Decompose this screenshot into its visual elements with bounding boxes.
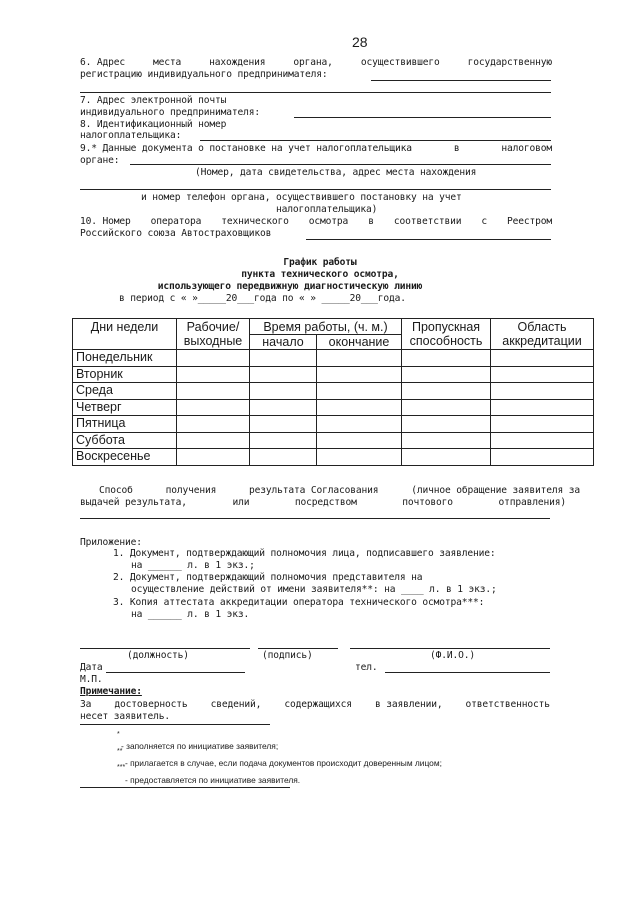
word: соответствии [393,216,462,227]
field-9-input-line[interactable] [130,164,551,165]
word: оператора [150,216,202,227]
table-cell[interactable] [177,449,250,466]
note-line2: несет заявитель. [80,711,171,722]
word: органа, [293,57,333,68]
day-cell: Среда [73,383,177,400]
field-7-input-line[interactable] [294,117,551,118]
header-start: начало [250,335,317,350]
day-cell: Воскресенье [73,449,177,466]
table-cell[interactable] [317,350,402,367]
field-8-line2: налогоплательщика: [80,130,182,141]
footnote-1: - заполняется по инициативе заявителя; [121,741,279,751]
field-7-line2: индивидуального предпринимателя: [80,107,261,118]
footnote-separator [80,787,290,788]
word: государственную [467,57,552,68]
table-cell[interactable] [177,350,250,367]
appendix-title: Приложение: [80,537,142,548]
footnote-2: - прилагается в случае, если подача документов происходит доверенным лицом; [125,758,442,768]
header-workdays: Рабочие/ выходные [177,319,250,350]
table-cell[interactable] [491,416,594,433]
word: Реестром [506,216,552,227]
header-capacity: Пропускная способность [402,319,491,350]
method-line1 [99,485,580,496]
word: налоговом [501,143,552,154]
appendix-item-3: 3. Копия аттестата аккредитации оператора технического осмотра***: [113,597,485,608]
note-line1 [80,699,550,710]
table-cell[interactable] [177,383,250,400]
table-header-row [73,319,594,335]
stamp-label: М.П. [80,674,103,685]
field-6-input-line[interactable] [371,80,551,81]
date-input-line[interactable] [106,672,245,673]
day-cell: Суббота [73,432,177,449]
word: осмотра [308,216,349,227]
table-cell[interactable] [402,350,491,367]
table-cell[interactable] [402,449,491,466]
word: осуществившего [360,57,440,68]
table-cell[interactable] [250,366,317,383]
field-9-input-line-2[interactable] [80,189,551,190]
fio-caption: (Ф.И.О.) [430,650,476,661]
tel-input-line[interactable] [385,672,550,673]
field-10-line2: Российского союза Автостраховщиков [80,228,272,239]
word: в [368,216,374,227]
word: 6. Адрес [80,57,126,68]
table-cell[interactable] [491,449,594,466]
word: Способ [99,485,133,496]
table-cell[interactable] [402,399,491,416]
word: выдачей результата, [80,497,187,508]
table-row [73,366,594,383]
note-title: Примечание: [80,686,142,697]
table-cell[interactable] [402,366,491,383]
header-worktime: Время работы, (ч. м.) [250,319,402,335]
table-cell[interactable] [177,366,250,383]
table-cell[interactable] [177,399,250,416]
word: места [153,57,182,68]
table-cell[interactable] [402,416,491,433]
table-cell[interactable] [250,416,317,433]
word: отправления) [498,497,566,508]
field-8-input-line[interactable] [200,140,551,141]
day-cell: Понедельник [73,350,177,367]
page-number: 28 [352,34,368,50]
word: (личное обращение заявителя за [411,485,580,496]
field-9-hint3: налогоплательщика) [276,204,378,215]
footnote-marker-1: * [117,731,120,738]
field-10-line1 [80,216,552,227]
table-row [73,416,594,433]
signature-caption: (подпись) [262,650,313,661]
footnote-marker-2: ** [117,748,123,755]
field-6-input-line-2[interactable] [80,92,551,93]
table-cell[interactable] [317,399,402,416]
word: нахождения [209,57,266,68]
table-row [73,449,594,466]
table-cell[interactable] [177,432,250,449]
table-cell[interactable] [250,449,317,466]
footnote-3: - предоставляется по инициативе заявителя. [125,775,301,785]
table-cell[interactable] [177,416,250,433]
schedule-subtitle-1: пункта технического осмотра, [241,269,399,280]
table-row [73,432,594,449]
word: в [453,143,460,154]
word: сведений, [210,699,262,710]
table-cell[interactable] [317,432,402,449]
schedule-period: в период с « »_____20___года по « » _____20___года. [119,293,406,304]
appendix-item-1-pages: на ______ л. в 1 экз.; [131,560,255,571]
table-cell[interactable] [491,366,594,383]
header-end: окончание [317,335,402,350]
word: получения [165,485,217,496]
position-line[interactable] [80,648,250,649]
method-line2 [80,497,566,508]
field-9-line2: органе: [80,155,120,166]
signature-line[interactable] [258,648,338,649]
header-accreditation: Область аккредитации [491,319,594,350]
word: 9.* Данные документа о постановке на учет налогоплательщика [80,143,412,154]
word: ответственность [465,699,550,710]
table-cell[interactable] [491,432,594,449]
table-cell[interactable] [402,432,491,449]
table-cell[interactable] [491,350,594,367]
field-9-line1 [80,143,552,154]
word: посредством [294,497,357,508]
schedule-table [72,318,594,466]
table-row [73,350,594,367]
table-row [73,383,594,400]
tel-label: тел. [355,662,378,673]
appendix-item-3-pages: на ______ л. в 1 экз. [131,609,250,620]
word: 10. Номер [80,216,131,227]
note-separator [80,724,270,725]
method-input-line[interactable] [80,518,550,519]
footnote-marker-3: *** [117,764,126,771]
table-cell[interactable] [250,350,317,367]
table-cell[interactable] [402,383,491,400]
word: технического [221,216,289,227]
table-cell[interactable] [317,449,402,466]
table-cell[interactable] [317,366,402,383]
table-cell[interactable] [491,399,594,416]
word: За [80,699,92,710]
table-cell[interactable] [250,399,317,416]
field-9-hint1: (Номер, дата свидетельства, адрес места нахождения [195,167,477,178]
table-cell[interactable] [317,416,402,433]
word: в заявлении, [374,699,443,710]
word: с [481,216,487,227]
word: почтового [402,497,453,508]
appendix-item-2-pages: осуществление действий от имени заявителя**: на ____ л. в 1 экз.; [131,584,497,595]
table-cell[interactable] [491,383,594,400]
field-10-input-line[interactable] [306,239,551,240]
table-cell[interactable] [250,383,317,400]
field-8-line1: 8. Идентификационный номер [80,119,227,130]
header-day: Дни недели [73,319,177,350]
table-row [73,399,594,416]
schedule-subtitle-2: использующего передвижную диагностическую линию [157,281,423,292]
appendix-item-1: 1. Документ, подтверждающий полномочия лица, подписавшего заявление: [113,548,496,559]
fio-line[interactable] [350,648,550,649]
field-6-line2: регистрацию индивидуального предпринимателя: [80,69,328,80]
date-label: Дата [80,662,103,673]
day-cell: Четверг [73,399,177,416]
field-6-line1 [80,57,552,68]
day-cell: Вторник [73,366,177,383]
table-cell[interactable] [250,432,317,449]
word: достоверность [114,699,188,710]
appendix-item-2: 2. Документ, подтверждающий полномочия представителя на [113,572,423,583]
table-cell[interactable] [317,383,402,400]
word: результата Согласования [249,485,379,496]
schedule-title: График работы [283,257,357,268]
field-9-hint2: и номер телефон органа, осуществившего постановку на учет [141,192,462,203]
day-cell: Пятница [73,416,177,433]
word: или [232,497,250,508]
word: содержащихся [284,699,352,710]
position-caption: (должность) [127,650,189,661]
field-7-line1: 7. Адрес электронной почты [80,95,227,106]
